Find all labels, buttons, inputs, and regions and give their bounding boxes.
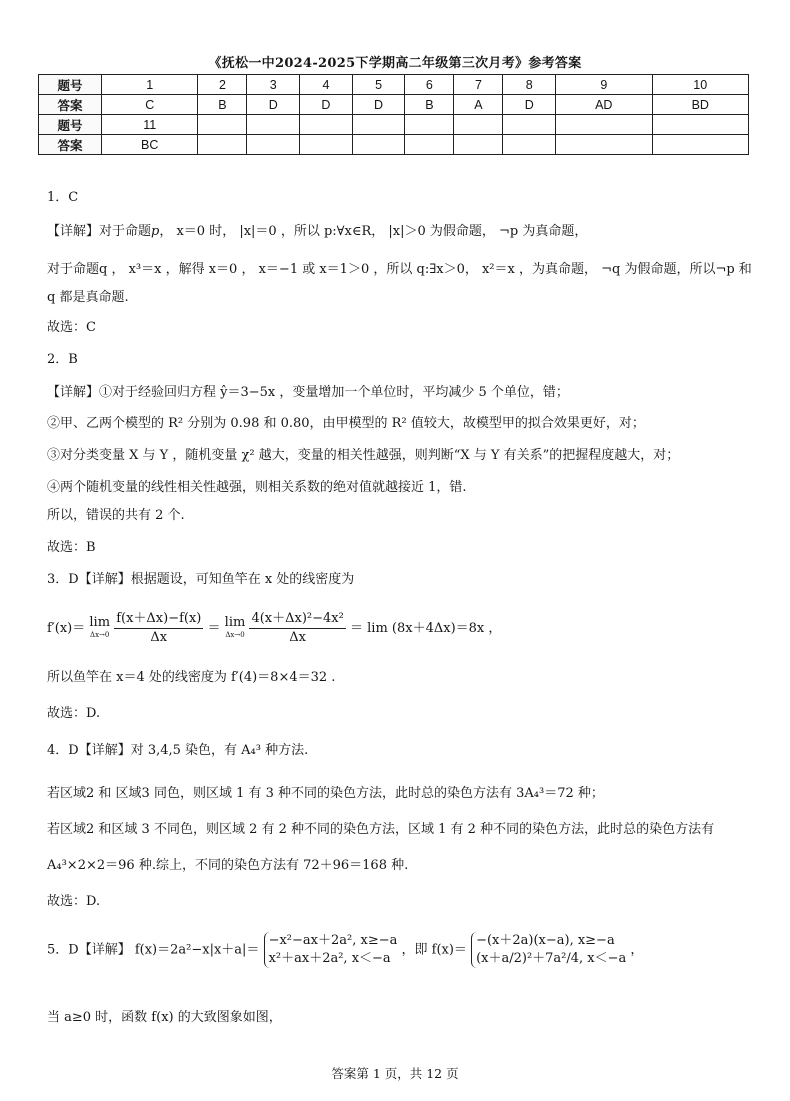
q2-line-3: ③对分类变量 X 与 Y ，随机变量 χ² 越大，变量的相关性越强，则判断“X 与 Y 有关系”的把握程度越大，对； — [47, 448, 680, 463]
row-label: 题号 — [39, 115, 102, 135]
table-cell: D — [352, 95, 405, 115]
q2-line-5: 所以，错误的共有 2 个. — [47, 508, 185, 523]
row-label: 答案 — [39, 95, 102, 115]
table-cell: 10 — [652, 75, 749, 95]
table-cell — [247, 115, 300, 135]
row-label: 答案 — [39, 135, 102, 155]
q3-heading: 3．D【详解】根据题设，可知鱼竿在 x 处的线密度为 — [47, 572, 355, 587]
page-footer: 答案第 1 页，共 12 页 — [331, 1066, 459, 1081]
q5-end: ， — [630, 942, 644, 958]
q3-num-1: f(x＋Δx)−f(x) — [114, 610, 203, 629]
q3-derivative-formula — [47, 610, 501, 647]
table-cell — [300, 135, 353, 155]
page-title: 《抚松一中2024-2025下学期高二年级第三次月考》参考答案 — [208, 56, 582, 71]
table-cell: 5 — [352, 75, 405, 95]
q4-line-1: 若区域2 和 区域3 同色，则区域 1 有 3 种不同的染色方法，此时总的染色方法有 3A₄³＝72 种； — [47, 786, 604, 801]
q4-line-3: A₄³×2×2＝96 种.综上，不同的染色方法有 72＋96＝168 种. — [47, 858, 409, 873]
table-cell — [556, 115, 652, 135]
table-cell: D — [247, 95, 300, 115]
row-label: 题号 — [39, 75, 102, 95]
table-cell — [652, 135, 749, 155]
table-cell: D — [300, 95, 353, 115]
table-cell: AD — [556, 95, 652, 115]
q3-limit — [89, 616, 110, 642]
table-cell: 11 — [102, 115, 198, 135]
q3-num-2: 4(x＋Δx)²−4x² — [249, 610, 345, 629]
q1-heading: 1．C — [47, 190, 79, 205]
q5-mid: ，即 f(x)＝ — [401, 942, 467, 958]
table-cell — [454, 135, 503, 155]
table-cell — [454, 115, 503, 135]
table-cell — [556, 135, 652, 155]
table-cell — [198, 115, 247, 135]
table-row — [39, 115, 749, 135]
table-row — [39, 75, 749, 95]
q3-equals: ＝ — [207, 621, 221, 636]
q5-case-2: x²＋ax＋2a², x＜−a — [268, 951, 391, 966]
q3-fraction-2 — [249, 610, 345, 647]
q3-lim-word: lim — [89, 614, 111, 630]
q3-line-2: 所以鱼竿在 x＝4 处的线密度为 f′(4)＝8×4＝32 . — [47, 670, 336, 685]
q5-piecewise-1 — [264, 932, 398, 968]
table-row — [39, 95, 749, 115]
q3-fraction-1 — [114, 610, 203, 647]
table-cell: 8 — [503, 75, 556, 95]
q1-var-p: p — [151, 224, 160, 239]
table-cell: D — [503, 95, 556, 115]
q1-line-3: q 都是真命题. — [47, 290, 129, 305]
q1-line-1 — [47, 224, 587, 240]
q3-tail: ＝ lim (8x＋4Δx)＝8x ， — [350, 621, 502, 636]
q5-case-4: (x＋a/2)²＋7a²/4, x＜−a — [476, 951, 627, 966]
table-cell — [247, 135, 300, 155]
table-cell: 9 — [556, 75, 652, 95]
table-cell: 3 — [247, 75, 300, 95]
q3-limit-2 — [225, 616, 246, 642]
table-row — [39, 135, 749, 155]
table-cell: BC — [102, 135, 198, 155]
q1-conclusion: 故选：C — [47, 320, 96, 335]
q4-heading: 4．D【详解】对 3,4,5 染色，有 A₄³ 种方法. — [47, 743, 309, 758]
q2-line-4: ④两个随机变量的线性相关性越强，则相关系数的绝对值就越接近 1，错. — [47, 480, 467, 495]
table-cell: A — [454, 95, 503, 115]
q3-conclusion: 故选：D. — [47, 706, 101, 721]
table-cell — [503, 115, 556, 135]
table-cell — [503, 135, 556, 155]
q5-formula — [47, 932, 643, 968]
q2-line-1: 【详解】①对于经验回归方程 ŷ＝3−5x ，变量增加一个单位时，平均减少 5 个单位，错； — [47, 385, 569, 400]
q4-line-2: 若区域2 和区域 3 不同色，则区域 2 有 2 种不同的染色方法，区域 1 有 2 种不同的染色方法，此时总的染色方法有 — [47, 822, 715, 837]
table-cell: 4 — [300, 75, 353, 95]
q5-case-1: −x²−ax＋2a², x≥−a — [268, 933, 398, 948]
table-cell: 7 — [454, 75, 503, 95]
q5-heading: 5．D【详解】 — [47, 942, 131, 958]
table-cell: 6 — [405, 75, 454, 95]
q2-line-2: ②甲、乙两个模型的 R² 分别为 0.98 和 0.80，由甲模型的 R² 值较大，故模型甲的拟合效果更好，对； — [47, 416, 645, 431]
table-cell — [300, 115, 353, 135]
table-cell: B — [198, 95, 247, 115]
table-cell — [352, 115, 405, 135]
table-cell: 2 — [198, 75, 247, 95]
q1-text-a: 【详解】对于命题 — [47, 224, 152, 239]
table-cell: C — [102, 95, 198, 115]
table-cell — [652, 115, 749, 135]
table-cell — [198, 135, 247, 155]
q3-lim-sub-2: Δx→0 — [225, 630, 245, 639]
table-cell: BD — [652, 95, 749, 115]
q2-heading: 2．B — [47, 352, 78, 367]
q3-f-lhs: f′(x)＝ — [47, 621, 86, 636]
table-cell — [405, 135, 454, 155]
q3-lim-word-2: lim — [224, 614, 246, 630]
q5-piecewise-2 — [471, 932, 626, 968]
table-cell — [405, 115, 454, 135]
answer-table — [38, 74, 749, 155]
q1-text-c: ， x＝0 时， |x|＝0 ，所以 p:∀x∈R， |x|＞0 为假命题， ¬p 为真命题， — [159, 224, 588, 239]
q2-conclusion: 故选：B — [47, 540, 96, 555]
q5-case-3: −(x＋2a)(x−a), x≥−a — [476, 933, 615, 948]
q1-line-2: 对于命题q ， x³＝x ，解得 x＝0 ， x＝−1 或 x＝1＞0 ，所以 q:∃x＞0， x²＝x ，为真命题， ¬q 为假命题，所以¬p 和 — [47, 262, 752, 277]
table-cell: B — [405, 95, 454, 115]
table-cell: 1 — [102, 75, 198, 95]
q5-line-2: 当 a≥0 时，函数 f(x) 的大致图象如图， — [47, 1010, 282, 1025]
q3-den-1: Δx — [150, 630, 168, 645]
q3-lim-sub: Δx→0 — [90, 630, 110, 639]
q3-den-2: Δx — [289, 630, 307, 645]
q4-conclusion: 故选：D. — [47, 894, 101, 909]
table-cell — [352, 135, 405, 155]
q5-f-def: f(x)＝2a²−x|x＋a|＝ — [134, 942, 260, 958]
